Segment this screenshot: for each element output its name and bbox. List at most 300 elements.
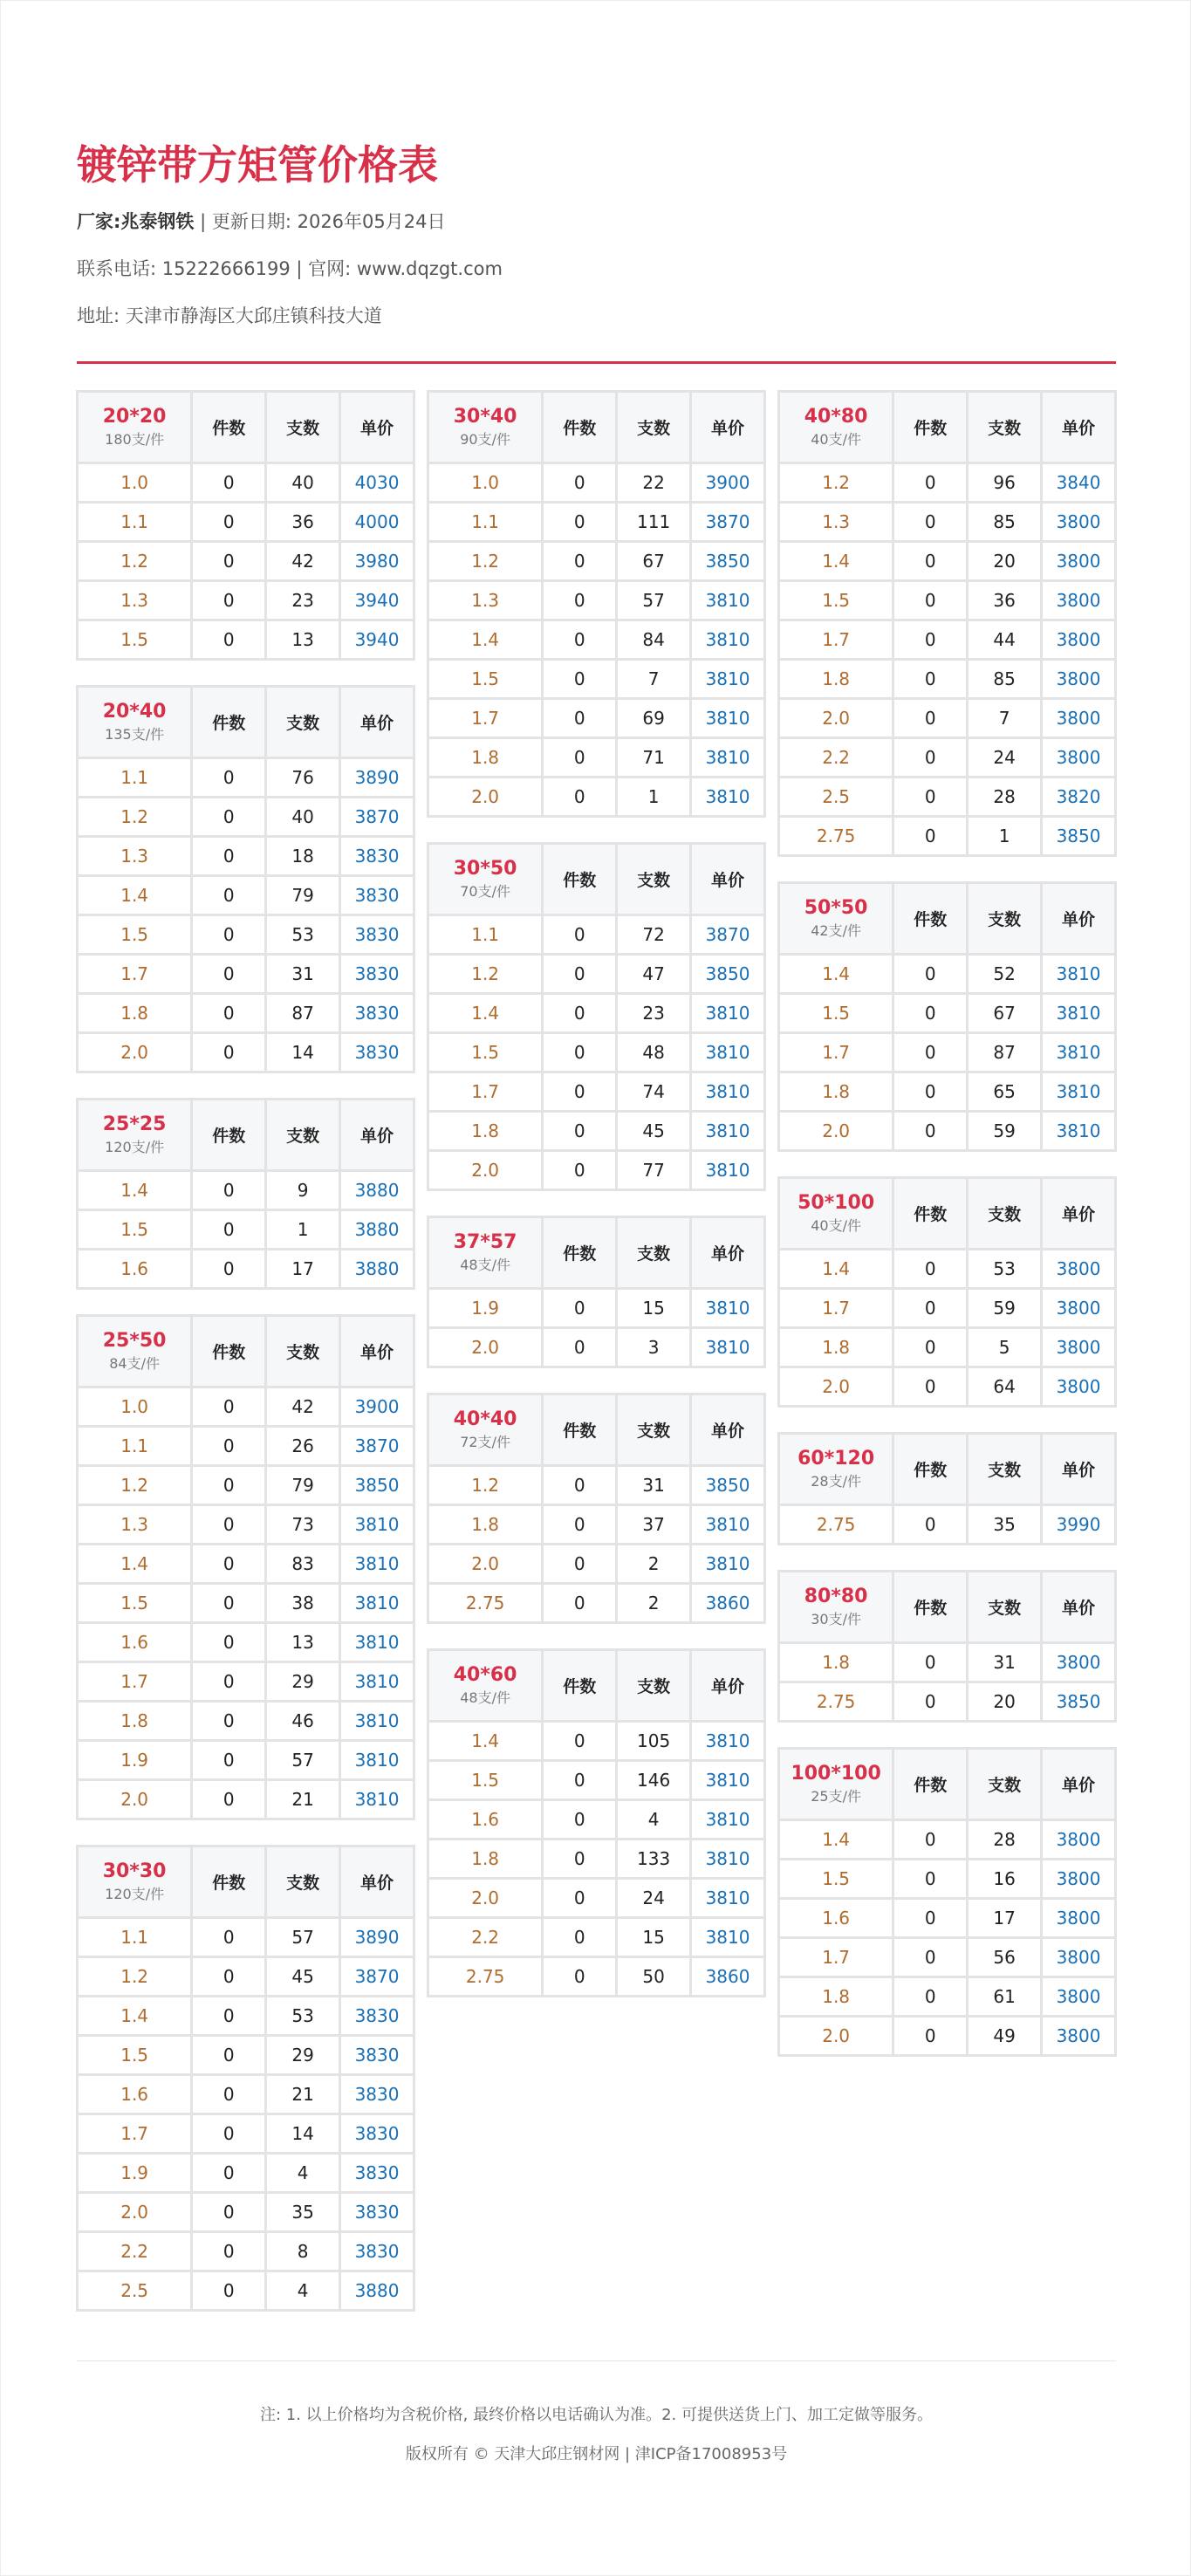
thickness-cell: 1.5	[78, 1584, 192, 1623]
thickness-cell: 1.2	[428, 542, 543, 581]
price-cell: 3830	[340, 876, 414, 915]
count-header: 件数	[543, 1650, 617, 1722]
pieces-header: 支数	[617, 844, 691, 915]
pieces-cell: 57	[266, 1741, 340, 1780]
count-header: 件数	[893, 1572, 968, 1643]
count-cell: 0	[192, 1171, 266, 1210]
count-cell: 0	[192, 1957, 266, 1997]
pieces-cell: 53	[266, 915, 340, 955]
table-row	[779, 1072, 1116, 1112]
spec-header-cell	[779, 1434, 893, 1505]
count-cell: 0	[543, 503, 617, 542]
pieces-cell: 17	[968, 1899, 1042, 1938]
thickness-cell: 1.1	[78, 503, 192, 542]
table-row	[78, 758, 414, 798]
pieces-cell: 77	[617, 1151, 691, 1190]
table-header-row	[428, 392, 765, 463]
price-table	[427, 842, 766, 1191]
pieces-cell: 56	[968, 1938, 1042, 1977]
count-cell: 0	[893, 955, 968, 994]
thickness-cell: 1.9	[78, 1741, 192, 1780]
table-row	[428, 955, 765, 994]
pieces-header: 支数	[266, 1316, 340, 1387]
thickness-cell: 1.6	[779, 1899, 893, 1938]
price-cell: 3810	[691, 1072, 765, 1112]
pieces-per-bundle: 180支/件	[105, 430, 165, 448]
price-cell: 3800	[1042, 620, 1116, 660]
thickness-cell: 2.0	[78, 2193, 192, 2232]
count-cell: 0	[192, 2114, 266, 2154]
count-cell: 0	[893, 542, 968, 581]
table-row	[428, 1545, 765, 1584]
table-row	[428, 1800, 765, 1840]
pieces-cell: 28	[968, 778, 1042, 817]
pieces-header: 支数	[968, 883, 1042, 955]
maker-label: 厂家:	[77, 211, 121, 232]
count-cell: 0	[192, 1997, 266, 2036]
price-cell: 3890	[340, 758, 414, 798]
table-header-row	[779, 392, 1116, 463]
count-cell: 0	[893, 1860, 968, 1899]
price-cell: 3810	[691, 1761, 765, 1800]
price-cell: 3800	[1042, 581, 1116, 620]
thickness-cell: 2.75	[779, 1505, 893, 1545]
thickness-cell: 2.0	[78, 1033, 192, 1072]
pieces-cell: 36	[968, 581, 1042, 620]
pieces-cell: 79	[266, 1466, 340, 1505]
count-cell: 0	[192, 798, 266, 837]
table-row	[779, 542, 1116, 581]
pieces-cell: 42	[266, 542, 340, 581]
price-table	[427, 390, 766, 818]
price-cell: 3850	[1042, 1682, 1116, 1722]
footer-note: 注: 1. 以上价格均为含税价格, 最终价格以电话确认为准。2. 可提供送货上门、加工定做等服务。	[259, 2406, 934, 2424]
pieces-per-bundle: 48支/件	[460, 1689, 510, 1706]
pieces-header: 支数	[617, 1394, 691, 1466]
table-header-row	[78, 687, 414, 758]
pieces-header: 支数	[266, 392, 340, 463]
count-cell: 0	[543, 542, 617, 581]
pieces-cell: 24	[968, 738, 1042, 778]
price-cell: 3800	[1042, 1860, 1116, 1899]
price-header: 单价	[340, 1316, 414, 1387]
spec-header-cell	[78, 687, 192, 758]
table-row	[428, 542, 765, 581]
count-header: 件数	[893, 392, 968, 463]
thickness-cell: 2.2	[78, 2232, 192, 2271]
thickness-cell: 1.4	[78, 1171, 192, 1210]
price-table	[777, 1176, 1117, 1408]
table-header-row	[78, 1846, 414, 1918]
price-table	[777, 1747, 1117, 2057]
thickness-cell: 2.0	[779, 699, 893, 738]
pieces-cell: 2	[617, 1584, 691, 1623]
table-row	[78, 463, 414, 503]
pieces-cell: 49	[968, 2017, 1042, 2056]
table-row	[779, 1682, 1116, 1722]
table-row	[779, 1977, 1116, 2017]
pieces-cell: 3	[617, 1328, 691, 1367]
pieces-cell: 73	[266, 1505, 340, 1545]
pieces-cell: 22	[617, 463, 691, 503]
price-cell: 3810	[340, 1584, 414, 1623]
pieces-cell: 35	[968, 1505, 1042, 1545]
thickness-cell: 1.5	[428, 1033, 543, 1072]
pieces-cell: 53	[266, 1997, 340, 2036]
price-cell: 3830	[340, 2232, 414, 2271]
pieces-cell: 18	[266, 837, 340, 876]
count-cell: 0	[893, 1820, 968, 1860]
count-cell: 0	[543, 1840, 617, 1879]
thickness-cell: 1.1	[78, 758, 192, 798]
pieces-cell: 46	[266, 1702, 340, 1741]
count-cell: 0	[893, 1977, 968, 2017]
count-cell: 0	[543, 738, 617, 778]
table-row	[779, 1328, 1116, 1367]
price-cell: 3810	[340, 1702, 414, 1741]
thickness-cell: 1.4	[78, 1997, 192, 2036]
spec-size: 30*30	[102, 1860, 167, 1882]
pieces-cell: 13	[266, 620, 340, 660]
count-cell: 0	[192, 1780, 266, 1819]
thickness-cell: 1.5	[78, 915, 192, 955]
thickness-cell: 1.4	[779, 955, 893, 994]
table-header-row	[78, 1100, 414, 1171]
thickness-cell: 2.0	[779, 1367, 893, 1407]
count-cell: 0	[893, 1072, 968, 1112]
table-row	[428, 660, 765, 699]
pieces-cell: 74	[617, 1072, 691, 1112]
price-header: 单价	[1042, 392, 1116, 463]
pieces-per-bundle: 84支/件	[109, 1354, 160, 1372]
pieces-cell: 45	[266, 1957, 340, 1997]
count-cell: 0	[893, 1289, 968, 1328]
table-row	[78, 1427, 414, 1466]
pieces-cell: 4	[266, 2154, 340, 2193]
pieces-cell: 4	[617, 1800, 691, 1840]
pieces-cell: 9	[266, 1171, 340, 1210]
thickness-cell: 1.7	[779, 1033, 893, 1072]
table-row	[779, 1112, 1116, 1151]
table-row	[779, 1289, 1116, 1328]
price-cell: 3940	[340, 581, 414, 620]
thickness-cell: 1.9	[428, 1289, 543, 1328]
table-row	[428, 1151, 765, 1190]
thickness-cell: 1.6	[78, 1250, 192, 1289]
spec-header-cell	[779, 1178, 893, 1250]
count-cell: 0	[893, 1367, 968, 1407]
pieces-cell: 57	[266, 1918, 340, 1957]
count-cell: 0	[192, 581, 266, 620]
table-row	[779, 1505, 1116, 1545]
price-cell: 3820	[1042, 778, 1116, 817]
pieces-cell: 44	[968, 620, 1042, 660]
count-cell: 0	[192, 1662, 266, 1702]
count-cell: 0	[543, 1072, 617, 1112]
pieces-cell: 15	[617, 1918, 691, 1957]
thickness-cell: 1.4	[779, 1820, 893, 1860]
thickness-cell: 1.2	[78, 1466, 192, 1505]
price-table	[76, 1314, 415, 1820]
count-cell: 0	[543, 1151, 617, 1190]
price-cell: 3830	[340, 1997, 414, 2036]
thickness-cell: 2.0	[428, 1151, 543, 1190]
price-cell: 3860	[691, 1957, 765, 1997]
pieces-cell: 71	[617, 738, 691, 778]
price-table	[76, 390, 415, 661]
price-cell: 3800	[1042, 1289, 1116, 1328]
price-cell: 3800	[1042, 2017, 1116, 2056]
thickness-cell: 1.5	[779, 994, 893, 1033]
thickness-cell: 1.9	[78, 2154, 192, 2193]
table-row	[78, 1033, 414, 1072]
count-cell: 0	[543, 994, 617, 1033]
count-header: 件数	[192, 1316, 266, 1387]
thickness-cell: 2.0	[428, 1328, 543, 1367]
thickness-cell: 1.4	[78, 876, 192, 915]
spec-size: 50*50	[804, 896, 868, 919]
table-row	[78, 620, 414, 660]
count-cell: 0	[192, 1545, 266, 1584]
table-row	[779, 699, 1116, 738]
thickness-cell: 1.2	[428, 955, 543, 994]
count-cell: 0	[192, 1505, 266, 1545]
spec-size: 100*100	[791, 1762, 881, 1785]
thickness-cell: 1.2	[428, 1466, 543, 1505]
count-cell: 0	[543, 581, 617, 620]
table-row	[428, 581, 765, 620]
price-cell: 3810	[691, 699, 765, 738]
pieces-cell: 5	[968, 1328, 1042, 1367]
table-row	[428, 1072, 765, 1112]
price-cell: 3800	[1042, 1367, 1116, 1407]
count-cell: 0	[192, 1466, 266, 1505]
count-cell: 0	[192, 1250, 266, 1289]
price-cell: 3810	[1042, 955, 1116, 994]
pieces-cell: 23	[617, 994, 691, 1033]
thickness-cell: 2.0	[779, 1112, 893, 1151]
thickness-cell: 1.6	[78, 2075, 192, 2114]
price-table	[777, 390, 1117, 857]
pieces-cell: 37	[617, 1505, 691, 1545]
table-row	[78, 1545, 414, 1584]
table-row	[78, 1702, 414, 1741]
table-row	[78, 2036, 414, 2075]
pieces-cell: 83	[266, 1545, 340, 1584]
thickness-cell: 1.8	[428, 1505, 543, 1545]
price-header: 单价	[691, 1217, 765, 1289]
thickness-cell: 1.7	[78, 2114, 192, 2154]
pieces-cell: 36	[266, 503, 340, 542]
price-cell: 3810	[691, 1289, 765, 1328]
column-1	[76, 390, 415, 2336]
pieces-cell: 1	[968, 817, 1042, 856]
pieces-cell: 47	[617, 955, 691, 994]
count-cell: 0	[893, 620, 968, 660]
footer-divider	[77, 2360, 1116, 2361]
count-cell: 0	[893, 660, 968, 699]
count-cell: 0	[543, 620, 617, 660]
thickness-cell: 1.3	[78, 1505, 192, 1545]
maker-line	[77, 198, 1116, 245]
pieces-cell: 50	[617, 1957, 691, 1997]
count-cell: 0	[543, 1584, 617, 1623]
price-cell: 3810	[691, 1879, 765, 1918]
pieces-cell: 61	[968, 1977, 1042, 2017]
price-cell: 3880	[340, 1250, 414, 1289]
thickness-cell: 1.5	[78, 2036, 192, 2075]
price-header: 单价	[691, 1394, 765, 1466]
count-cell: 0	[192, 542, 266, 581]
table-row	[428, 699, 765, 738]
table-row	[78, 1662, 414, 1702]
count-header: 件数	[192, 687, 266, 758]
table-header-row	[78, 1316, 414, 1387]
count-cell: 0	[543, 1722, 617, 1761]
table-header-row	[779, 1749, 1116, 1820]
price-header: 单价	[1042, 1434, 1116, 1505]
table-row	[78, 1918, 414, 1957]
count-cell: 0	[543, 1033, 617, 1072]
table-row	[779, 1860, 1116, 1899]
thickness-cell: 1.4	[779, 542, 893, 581]
pieces-per-bundle: 42支/件	[811, 921, 861, 939]
price-cell: 3800	[1042, 1938, 1116, 1977]
spec-size: 30*40	[453, 405, 517, 428]
pieces-per-bundle: 30支/件	[811, 1610, 861, 1627]
count-header: 件数	[192, 1100, 266, 1171]
count-cell: 0	[192, 2271, 266, 2311]
pieces-cell: 65	[968, 1072, 1042, 1112]
table-row	[78, 1623, 414, 1662]
price-cell: 4030	[340, 463, 414, 503]
count-cell: 0	[543, 1879, 617, 1918]
table-row	[428, 778, 765, 817]
pieces-per-bundle: 120支/件	[105, 1885, 165, 1902]
pieces-cell: 59	[968, 1289, 1042, 1328]
table-row	[78, 1210, 414, 1250]
pieces-cell: 26	[266, 1427, 340, 1466]
pieces-cell: 85	[968, 503, 1042, 542]
thickness-cell: 1.8	[78, 994, 192, 1033]
pieces-cell: 42	[266, 1387, 340, 1427]
pieces-cell: 69	[617, 699, 691, 738]
count-cell: 0	[543, 1957, 617, 1997]
table-row	[78, 1250, 414, 1289]
spec-size: 50*100	[797, 1191, 875, 1214]
price-cell: 3810	[691, 660, 765, 699]
pieces-header: 支数	[968, 1178, 1042, 1250]
table-header-row	[779, 1572, 1116, 1643]
count-cell: 0	[893, 817, 968, 856]
thickness-cell: 1.0	[428, 463, 543, 503]
price-cell: 3810	[340, 1545, 414, 1584]
price-header: 单价	[340, 687, 414, 758]
pieces-cell: 53	[968, 1250, 1042, 1289]
price-cell: 3810	[691, 1505, 765, 1545]
price-header: 单价	[691, 844, 765, 915]
count-cell: 0	[192, 1918, 266, 1957]
pieces-per-bundle: 120支/件	[105, 1138, 165, 1155]
thickness-cell: 1.4	[428, 1722, 543, 1761]
thickness-cell: 1.3	[78, 581, 192, 620]
table-row	[428, 915, 765, 955]
thickness-cell: 1.5	[779, 581, 893, 620]
thickness-cell: 1.8	[779, 1977, 893, 2017]
spec-header-cell	[78, 1846, 192, 1918]
table-header-row	[779, 1178, 1116, 1250]
pieces-cell: 20	[968, 1682, 1042, 1722]
pieces-cell: 84	[617, 620, 691, 660]
pieces-cell: 96	[968, 463, 1042, 503]
table-header-row	[78, 392, 414, 463]
count-cell: 0	[543, 915, 617, 955]
thickness-cell: 1.4	[428, 620, 543, 660]
price-cell: 3810	[691, 1800, 765, 1840]
pieces-cell: 31	[617, 1466, 691, 1505]
price-cell: 3850	[1042, 817, 1116, 856]
pieces-cell: 31	[968, 1643, 1042, 1682]
thickness-cell: 1.5	[78, 1210, 192, 1250]
table-row	[779, 778, 1116, 817]
count-cell: 0	[192, 620, 266, 660]
pieces-per-bundle: 25支/件	[811, 1787, 861, 1805]
pieces-cell: 67	[617, 542, 691, 581]
count-cell: 0	[192, 837, 266, 876]
price-cell: 3800	[1042, 699, 1116, 738]
spec-size: 20*40	[102, 700, 167, 723]
pieces-cell: 7	[617, 660, 691, 699]
pieces-cell: 52	[968, 955, 1042, 994]
count-cell: 0	[192, 2036, 266, 2075]
pieces-cell: 76	[266, 758, 340, 798]
pieces-header: 支数	[266, 1100, 340, 1171]
thickness-cell: 1.8	[428, 1112, 543, 1151]
pieces-cell: 14	[266, 1033, 340, 1072]
price-header: 单价	[691, 1650, 765, 1722]
price-cell: 3850	[691, 1466, 765, 1505]
count-cell: 0	[192, 2075, 266, 2114]
contact-line: 联系电话: 15222666199 | 官网: www.dqzgt.com	[77, 258, 503, 279]
count-cell: 0	[543, 1800, 617, 1840]
pieces-cell: 16	[968, 1860, 1042, 1899]
price-cell: 3830	[340, 2036, 414, 2075]
spec-size: 60*120	[797, 1447, 875, 1470]
thickness-cell: 1.8	[779, 660, 893, 699]
thickness-cell: 1.8	[779, 1072, 893, 1112]
count-cell: 0	[893, 1505, 968, 1545]
pieces-cell: 28	[968, 1820, 1042, 1860]
price-cell: 3980	[340, 542, 414, 581]
count-cell: 0	[192, 2154, 266, 2193]
thickness-cell: 2.0	[428, 778, 543, 817]
count-cell: 0	[893, 1250, 968, 1289]
count-cell: 0	[543, 1289, 617, 1328]
pieces-cell: 7	[968, 699, 1042, 738]
table-row	[78, 798, 414, 837]
table-row	[78, 2232, 414, 2271]
spec-size: 40*80	[804, 405, 868, 428]
thickness-cell: 2.0	[779, 2017, 893, 2056]
table-row	[428, 1761, 765, 1800]
table-row	[779, 955, 1116, 994]
count-cell: 0	[893, 1938, 968, 1977]
count-cell: 0	[543, 1112, 617, 1151]
price-cell: 3830	[340, 2154, 414, 2193]
thickness-cell: 2.75	[428, 1584, 543, 1623]
count-cell: 0	[893, 1682, 968, 1722]
spec-size: 25*25	[102, 1113, 167, 1135]
